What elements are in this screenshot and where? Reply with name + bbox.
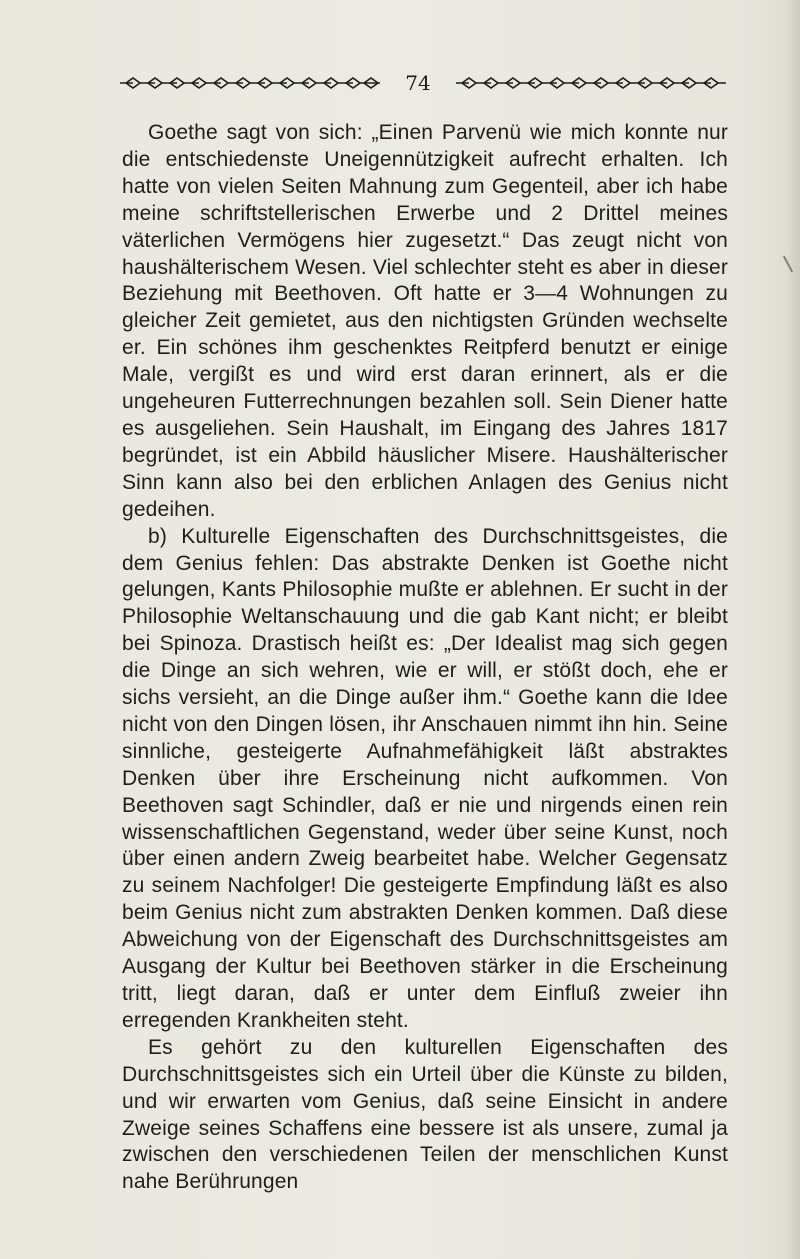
diamond-chain-right-icon [455, 76, 727, 90]
diamond-chain-left-icon [119, 76, 381, 90]
ornament-right [455, 76, 727, 90]
ornament-left [119, 76, 381, 90]
page-edge-shadow [786, 0, 800, 1259]
paragraph: b) Kulturelle Eigenschaften des Durchschnittsgeistes, die dem Genius fehlen: Das abstrakte Denken ist Goethe nicht gelungen, Kants Philosophie mußte er ablehnen. Er sucht in der Philosophie Weltanschauung und die gab Kant nicht; er bleibt bei Spinoza. Drastisch heißt es: „Der Idealist mag sich gegen die Dinge an sich wehren, wie er will, er stößt doch, ehe er sichs versieht, an die Dinge außer ihm.“ Goethe kann die Idee nicht von den Dingen lösen, ihr Anschauen nimmt ihn hin. Seine sinnliche, gesteigerte Aufnahmefähigkeit läßt abstraktes Denken über ihre Erscheinung nicht aufkommen. Von Beethoven sagt Schindler, daß er nie und nirgends einen rein wissenschaftlichen Gegenstand, weder über seine Kunst, noch über einen andern Zweig bearbeitet habe. Welcher Gegensatz zu seinem Nachfolger! Die gesteigerte Empfindung läßt es also beim Genius nicht zum abstrakten Denken kommen. Daß diese Abweichung von der Eigenschaft des Durchschnittsgeistes am Ausgang der Kultur bei Beethoven stärker in die Erscheinung tritt, liegt daran, daß er unter dem Einfluß zweier ihn erregenden Krankheiten steht. [122, 524, 728, 1032]
body-text [122, 120, 728, 1196]
paragraph: Goethe sagt von sich: „Einen Parvenü wie mich konnte nur die entschiedenste Uneigennützigkeit aufrecht erhalten. Ich hatte von vielen Seiten Mahnung zum Gegenteil, aber ich habe meine schriftstellerischen Erwerbe und 2 Drittel meines väterlichen Vermögens hier zugesetzt.“ Das zeugt nicht von haushälterischem Wesen. Viel schlechter steht es aber in dieser Beziehung mit Beethoven. Oft hatte er 3—4 Wohnungen zu gleicher Zeit gemietet, aus den nichtigsten Gründen wechselte er. Ein schönes ihm geschenktes Reitpferd benutzt er einige Male, vergißt es und wird erst daran erinnert, als er die ungeheuren Futterrechnungen bezahlen soll. Sein Diener hatte es ausgeliehen. Sein Haushalt, im Eingang des Jahres 1817 begründet, ist ein Abbild häuslicher Misere. Haushälterischer Sinn kann also bei den erblichen Anlagen des Genius nicht gedeihen. [122, 121, 728, 521]
paragraph: Es gehört zu den kulturellen Eigenschaften des Durchschnittsgeistes sich ein Urteil über die Künste zu bilden, und wir erwarten vom Genius, daß seine Einsicht in andere Zweige seines Schaffens eine bessere ist als unsere, zumal ja zwischen den verschiedenen Teilen der menschlichen Kunst nahe Berührungen [122, 1035, 728, 1194]
page-number: 74 [405, 71, 431, 95]
running-header [118, 70, 728, 96]
